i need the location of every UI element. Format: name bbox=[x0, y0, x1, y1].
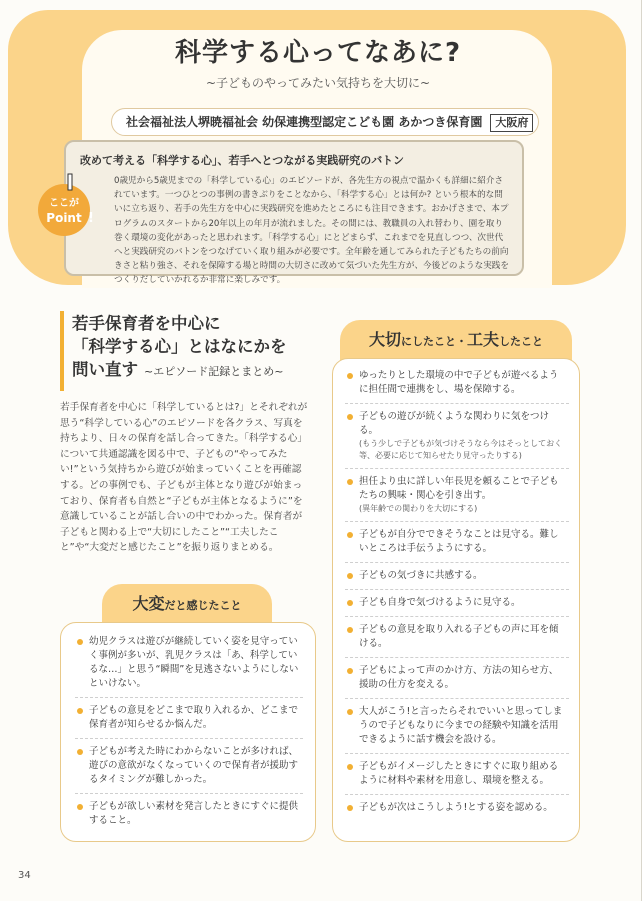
bullet-icon bbox=[347, 709, 353, 715]
point-badge-line1: ここが bbox=[49, 198, 79, 209]
care-item-text: 大人がこう!と言ったらそれでいいと思ってしまうので子どもなりに今までの経験や知識を活用できるように話す機会を設ける。 bbox=[359, 706, 563, 745]
care-item bbox=[345, 590, 569, 617]
bullet-icon bbox=[347, 764, 353, 770]
care-item-note: (異年齢での関わりを大切にする) bbox=[359, 504, 478, 513]
hard-item-text: 子どもが考えた時にわからないことが多ければ、遊びの意欲がなくなっていくので保育者が援助するタイミングが難しかった。 bbox=[89, 746, 299, 785]
bullet-icon bbox=[347, 414, 353, 420]
organization-name bbox=[111, 108, 539, 136]
section-body: 若手保育者を中心に「科学しているとは?」とそれぞれが思う“科学している心”のエピソードを各クラス、写真を持ちより、日々の保育を話し合ってきた。「科学する心」について共通認識を図る中で、子どもの“やってみたい!”という気持ちから遊びが始まっていくことを再確認する。どの事例でも、子どもが主体となり遊びが始まっており、保育者も自然と“子どもが主体となるように”を意識していることが話し合いの中でわかった。保育者が子どもと関わる上で“大切にしたこと”“工夫したこと”や“大変だと感じたこと”を振り返りまとめる。 bbox=[60, 402, 308, 554]
organization-label: 社会福祉法人堺暁福祉会 幼保連携型認定こども園 あかつき保育園 bbox=[126, 115, 483, 129]
bullet-icon bbox=[77, 749, 83, 755]
care-item-text: 子どもの遊びが続くような関わりに気をつける。 bbox=[359, 411, 550, 436]
hard-box-tab-big: 大変 bbox=[132, 594, 165, 613]
care-item bbox=[345, 795, 569, 821]
section-title bbox=[72, 312, 332, 383]
care-box bbox=[332, 358, 580, 842]
care-item-text: 子どもの意見を取り入れる子どもの声に耳を傾ける。 bbox=[359, 624, 559, 649]
care-box-tab bbox=[340, 320, 572, 360]
care-item-text: ゆったりとした環境の中で子どもが遊べるように担任間で連携をし、場を保障する。 bbox=[359, 370, 559, 395]
section-accent-bar bbox=[60, 311, 64, 391]
bullet-icon bbox=[347, 627, 353, 633]
bullet-icon bbox=[347, 479, 353, 485]
bullet-icon bbox=[347, 573, 353, 579]
section-title-suffix: ~エピソード記録とまとめ~ bbox=[144, 365, 284, 378]
care-box-tab-big1: 大切 bbox=[368, 330, 401, 349]
point-body: 0歳児から5歳児までの「科学している心」のエピソードが、各先生方の視点で温かくも詳細に紹介されています。一つひとつの事例の書きぶりをことなから、「科学する心」とは何か? という根本的な問いに立ち返り、若手の先生方を中心に実践研究を進めたところにも注目できます。おかげさまで、本プログラムのスタートから20年以上の年月が流れました。その間には、教職員の入れ替わり、園を取り巻く環境の変化があったと思われます。「科学する心」にとどまらず、これまでを見直しつつ、次世代へと実践研究のバトンをつなげていく取り組みが必要です。全年齢を通してみられた子どもたちの前向きさと粘り強さ、それを保障する場と時間の大切さに改めて気づいた先生方が、今後どのような実践をつくりだしていかれるか非常に楽しみです。 bbox=[114, 176, 509, 286]
section-title-line3: 問い直す bbox=[72, 360, 138, 379]
care-box-tab-rest: したこと bbox=[499, 335, 544, 348]
care-item bbox=[345, 404, 569, 469]
care-item-text: 担任より虫に詳しい年長児を頼ることで子どもたちの興味・関心を引き出す。 bbox=[359, 476, 559, 501]
care-item bbox=[345, 617, 569, 658]
hard-box-tab-rest: だと感じたこと bbox=[164, 599, 242, 612]
bullet-icon bbox=[77, 708, 83, 714]
section-title-line1: 若手保育者を中心に bbox=[72, 314, 221, 333]
point-box bbox=[64, 140, 524, 286]
care-item bbox=[345, 469, 569, 522]
bullet-icon bbox=[347, 805, 353, 811]
hard-box bbox=[60, 622, 316, 842]
care-item-text: 子どもの気づきに共感する。 bbox=[359, 570, 483, 581]
page-number: 34 bbox=[18, 870, 31, 881]
care-item bbox=[345, 563, 569, 590]
bullet-icon bbox=[347, 373, 353, 379]
care-item-text: 子どもがイメージしたときにすぐに取り組めるように材料や素材を用意し、環境を整える。 bbox=[359, 761, 559, 786]
care-item bbox=[345, 522, 569, 563]
care-item-text: 子どもによって声のかけ方、方法の知らせ方、援助の仕方を変える。 bbox=[359, 665, 559, 690]
section-title-line2: 「科学する心」とはなにかを bbox=[72, 337, 287, 356]
care-box-tab-big2: 工夫 bbox=[467, 330, 500, 349]
care-item-text: 子どもが自分でできそうなことは見守る。難しいところは手伝うようにする。 bbox=[359, 529, 559, 554]
hard-box-tab bbox=[102, 584, 272, 624]
hard-item-text: 子どもの意見をどこまで取り入れるか、どこまで保育者が知らせるか悩んだ。 bbox=[89, 705, 299, 730]
point-badge-line2: Point bbox=[46, 211, 82, 225]
bullet-icon bbox=[77, 639, 83, 645]
care-item-text: 子どもが次はこうしよう!とする姿を認める。 bbox=[359, 802, 553, 813]
care-box-tab-mid: にしたこと・ bbox=[401, 335, 467, 348]
page-title: 科学する心ってなあに? bbox=[174, 38, 462, 68]
care-item bbox=[345, 754, 569, 795]
hard-item bbox=[75, 739, 303, 794]
bullet-icon bbox=[347, 668, 353, 674]
hard-item bbox=[75, 794, 303, 834]
point-badge-icon bbox=[30, 168, 102, 240]
svg-text:!: ! bbox=[88, 211, 94, 226]
hard-item-text: 幼児クラスは遊びが継続していく姿を見守っていく事例が多いが、乳児クラスは「あ、科学しているな…」と思う“瞬間”を見逃さないようにしないといけない。 bbox=[89, 636, 299, 689]
care-item-text: 子ども自身で気づけるように見守る。 bbox=[359, 597, 521, 608]
hard-item-text: 子どもが欲しい素材を発言したときにすぐに提供すること。 bbox=[89, 801, 299, 826]
bullet-icon bbox=[77, 804, 83, 810]
hard-item bbox=[75, 629, 303, 698]
hard-item bbox=[75, 698, 303, 739]
care-item-note: (もう少しで子どもが気づけそうなら今はそっとしておく等、必要に応じて知らせたり見守ったりする) bbox=[359, 439, 563, 460]
care-item bbox=[345, 363, 569, 404]
page-subtitle: ~子どものやってみたい気持ちを大切に~ bbox=[205, 76, 431, 90]
point-heading: 改めて考える「科学する心」、若手へとつながる実践研究のバトン bbox=[80, 154, 405, 167]
section-title-line3-wrap bbox=[72, 358, 332, 383]
bullet-icon bbox=[347, 600, 353, 606]
region-badge: 大阪府 bbox=[490, 114, 533, 132]
care-item bbox=[345, 658, 569, 699]
bullet-icon bbox=[347, 532, 353, 538]
care-item bbox=[345, 699, 569, 754]
